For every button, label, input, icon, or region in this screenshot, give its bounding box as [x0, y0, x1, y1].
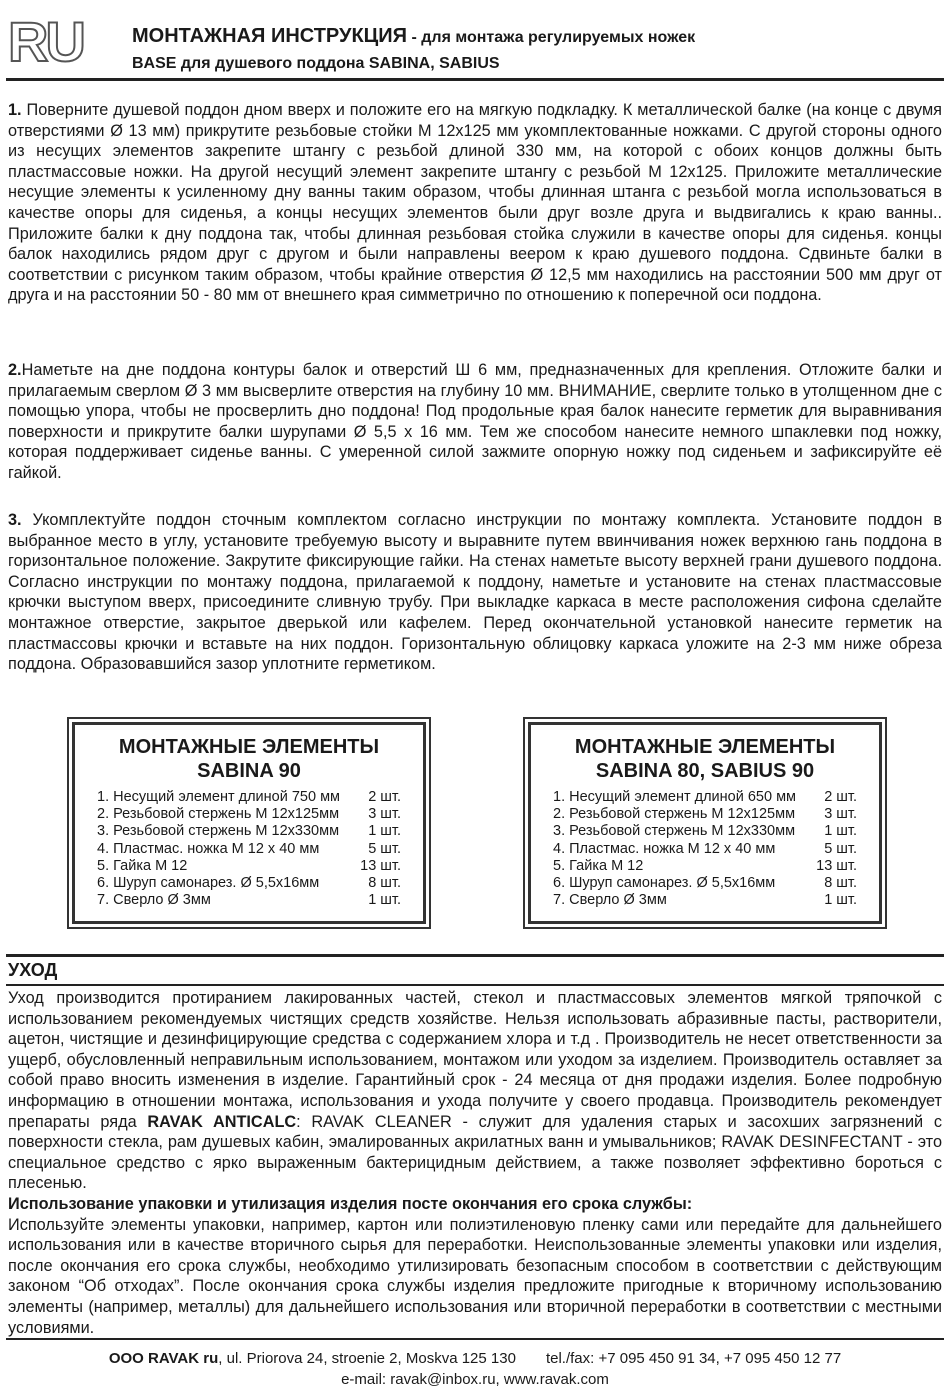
part-name: 2. Резьбовой стержень М 12x125мм [97, 806, 340, 823]
section-1-text: Поверните душевой поддон дном вверх и положите его на мягкую подкладку. К металлической балке (на конце с двумя отверстиями Ø 13 мм) прикрутите резьбовые стойки М 12x125 мм укомплектованные ножками. С другой стороны одного из несущих элементов закрепите штангу с резьбой длиной 330 мм, на которой с обоих концов должны быть пластмассовые ножки. На другой несущий элемент закрепите штангу с резьбой М 12x125. Приложите металлические несущие элементы к усиленному дну ванны таким образом, чтобы длинная штанга с резьбой могла использоваться в качестве опоры для сиденья, а концы несущих элементов были друг возле друга и выдвигались к краю ванны.. Приложите балки к дну поддона так, чтобы длинная резьбовая стойка служили в качестве опоры для сиденья. концы балок находились рядом друг с другом и были направлены веером к краю душевого поддона. Сдвиньте балки в соответствии с рисунком таким образом, чтобы крайние отверстия Ø 12,5 мм находились на расстоянии 500 мм друг от друга и на расстоянии 50 - 80 мм от внешнего края симметрично по отношению к поперечной оси поддона. [8, 101, 942, 305]
parts-box-sabina-90 [72, 722, 426, 924]
part-name: 2. Резьбовой стержень М 12x125мм [553, 806, 796, 823]
list-item [553, 858, 857, 875]
list-item [553, 789, 857, 806]
list-item [553, 841, 857, 858]
care-heading: УХОД [8, 960, 58, 980]
parts-box-title [75, 735, 423, 783]
section-3-text: Укомплектуйте поддон сточным комплектом согласно инструкции по монтажу комплекта. Установите поддон в выбранное место в углу, установите требуемую высоту и выравните путем ввинчивания ножек верхнюю гань поддона в горизонтальное положение. Закрутите фиксирующие гайки. На стенах наметьте высоту верхней грани душевого поддона. Согласно инструкции по монтажу поддона, прилагаемой к поддону, наметьте и установите на стенах пластмассовые крючки выступом вверх, присоедините сливную трубу. При выкладке каркаса в месте расположения сифона сделайте монтажное отверстие, закрытое дверькой или кафелем. Перед окончательной установкой нанесите герметик на пластмассовы крючки и вставьте на них поддон. Горизонтальную облицовку каркаса уложите на 2-3 мм ниже обреза поддона. Образовавшийся зазор уплотните герметиком. [8, 511, 942, 674]
part-qty: 13 шт. [360, 857, 401, 874]
part-name: 5. Гайка М 12 [97, 857, 188, 874]
section-3 [8, 510, 942, 675]
language-badge: RU [8, 10, 83, 73]
document-title [132, 24, 942, 76]
section-2-number: 2. [8, 361, 22, 379]
care-paragraph-1: Уход производится протиранием лакированных частей, стекол и пластмассовых элементов мягкой тряпочкой с использованием рекомендуемых чистящих средств хозяйстве. Нельзя использовать абразивные пасты, растворители, ацетон, чистящие и дезинфицирующие средства с содержанием хлора и т.д . Производитель не несет ответственности за ущерб, обусловленный неправильным использованием, монтажом или уходом за изделием. Производитель оставляет за собой право вносить изменения в изделие. Гарантийный срок - 24 месяца от дня продажи изделия. Более подробную информацию в отношении монтажа, использования и ухода получите у своего продавца. Производитель рекомендует препараты ряда [8, 989, 942, 1131]
list-item [97, 789, 401, 806]
part-qty: 3 шт. [368, 806, 401, 823]
list-item [97, 858, 401, 875]
part-name: 7. Сверло Ø 3мм [97, 892, 211, 909]
part-name: 1. Несущий элемент длиной 750 мм [97, 789, 341, 805]
parts-list [553, 789, 857, 909]
part-name: 3. Резьбовой стержень М 12x330мм [553, 823, 796, 840]
section-3-number: 3. [8, 511, 22, 529]
parts-list [97, 789, 401, 909]
part-name: 3. Резьбовой стержень М 12x330мм [97, 823, 340, 840]
part-qty: 8 шт. [824, 875, 857, 892]
list-item [97, 806, 401, 823]
part-qty: 3 шт. [824, 806, 857, 823]
part-name: 6. Шуруп самонарез. Ø 5,5x16мм [97, 875, 320, 892]
footer-contacts: e-mail: ravak@inbox.ru, www.ravak.com [341, 1371, 609, 1388]
part-qty: 5 шт. [824, 840, 857, 857]
list-item [553, 892, 857, 909]
care-text [8, 988, 942, 1338]
part-name: 4. Пластмас. ножка М 12 x 40 мм [97, 840, 320, 857]
parts-box-title-line1: МОНТАЖНЫЕ ЭЛЕМЕНТЫ [118, 736, 380, 758]
part-name: 1. Несущий элемент длиной 650 мм [553, 789, 797, 805]
list-item [553, 823, 857, 840]
part-qty: 13 шт. [816, 857, 857, 874]
header-divider [6, 78, 944, 81]
list-item [97, 875, 401, 892]
parts-box-sabina-80-sabius-90 [528, 722, 882, 924]
list-item [553, 806, 857, 823]
care-paragraph-1-cont: : RAVAK CLEANER - служит для удаления старых и засохших загрязнений с поверхности стекла, рам душевых кабин, эмалированных акрилатных ванн и умывальников; RAVAK DESINFECTANT - это специальное средство с ярко выраженным бактерицидным действием, а также позволяет эффективно бороться с плесенью. [8, 1112, 942, 1193]
list-item [97, 823, 401, 840]
title-suffix: - для монтажа регулируемых ножек [407, 29, 696, 46]
disposal-paragraph: Используйте элементы упаковки, например, картон или полиэтиленовую пленку сами или передайте для дальнейшего использования или в качестве вторичного сырья для переработки. Неиспользованные элементы упаковки или изделия, после окончания его срока службы, необходимо утилизировать безопасным способом в соответствии с действующим законом “Об отходах”. После окончания срока службы изделия предложите пригодные к вторичному использованию элементы (например, металлы) для дальнейшего использования или вторичной переработки в соответствии с местными условиями. [8, 1215, 942, 1337]
section-2-text: Наметьте на дне поддона контуры балок и отверстий Ш 6 мм, предназначенных для крепления. Отложите балки и прилагаемым сверлом Ø 3 мм высверлите отверстия на глубину 10 мм. ВНИМАНИЕ, сверлите только в утолщенном дне с помощью упора, чтобы не просверлить дно поддона! Под продольные края балок нанесите герметик для выравнивания поверхности и прикрутите балки шурупами Ø 5,5 x 16 мм. Тем же способом нанесите немного шпаклевки под ножку, которая поддерживает сиденье ванны. С умеренной силой зажмите опорную ножку под сиденьем и зафиксируйте её гайкой. [8, 361, 942, 482]
part-qty: 2 шт. [368, 789, 401, 805]
disposal-heading: Использование упаковки и утилизация изделия посте окончания его срока службы: [8, 1194, 693, 1213]
company-address: , ul. Priorova 24, stroenie 2, Moskva 125 130 [218, 1350, 516, 1367]
part-qty: 1 шт. [368, 892, 401, 909]
section-2 [8, 360, 942, 484]
part-name: 4. Пластмас. ножка М 12 x 40 мм [553, 840, 776, 857]
footer-divider [6, 1338, 944, 1340]
part-qty: 1 шт. [824, 823, 857, 840]
title-main: МОНТАЖНАЯ ИНСТРУКЦИЯ [132, 25, 408, 47]
part-qty: 8 шт. [368, 875, 401, 892]
list-item [97, 841, 401, 858]
parts-box-title-line2: SABINA 80, SABIUS 90 [595, 760, 815, 782]
care-product-name: RAVAK ANTICALC [147, 1112, 297, 1131]
part-qty: 1 шт. [824, 892, 857, 909]
part-qty: 1 шт. [368, 823, 401, 840]
list-item [97, 892, 401, 909]
part-name: 7. Сверло Ø 3мм [553, 892, 667, 909]
part-qty: 2 шт. [824, 789, 857, 805]
company-phone: tel./fax: +7 095 450 91 34, +7 095 450 12 77 [545, 1350, 842, 1367]
title-line2: BASE для душевого поддона SABINA, SABIUS [132, 55, 500, 72]
care-divider-top [6, 954, 944, 957]
care-divider-bottom [6, 984, 944, 986]
part-name: 6. Шуруп самонарез. Ø 5,5x16мм [553, 875, 776, 892]
part-qty: 5 шт. [368, 840, 401, 857]
footer-address [0, 1350, 950, 1368]
list-item [553, 875, 857, 892]
company-name: OOO RAVAK ru [108, 1350, 219, 1367]
section-1-number: 1. [8, 101, 22, 119]
parts-box-title-line1: МОНТАЖНЫЕ ЭЛЕМЕНТЫ [574, 736, 836, 758]
parts-box-title-line2: SABINA 90 [197, 760, 301, 782]
parts-box-title [531, 735, 879, 783]
section-1 [8, 100, 942, 306]
part-name: 5. Гайка М 12 [553, 857, 644, 874]
